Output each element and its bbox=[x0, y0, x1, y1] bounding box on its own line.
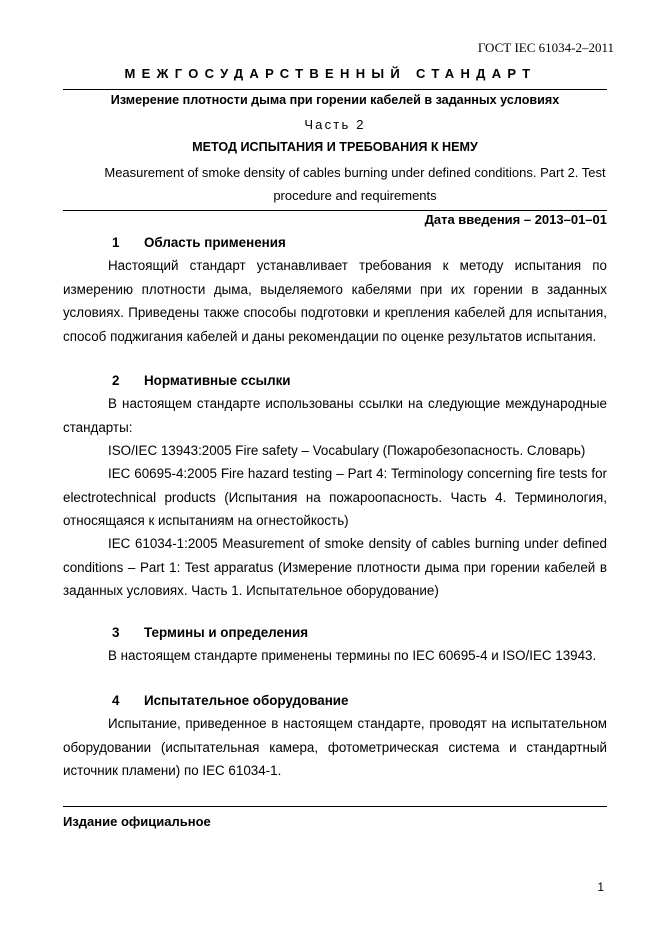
title-en-line-2: procedure and requirements bbox=[273, 188, 437, 203]
part-label: Часть 2 bbox=[304, 117, 366, 132]
section-3-number: 3 bbox=[112, 625, 120, 640]
title-en bbox=[80, 161, 630, 207]
reference-iec-61034-1 bbox=[63, 532, 607, 603]
text-line: IEC 60695-4:2005 Fire hazard testing – Part 4: Terminology concerning fire tests for bbox=[108, 466, 607, 481]
title-rule bbox=[63, 210, 607, 211]
text-line: источник пламени) по IEC 61034-1. bbox=[63, 763, 282, 779]
top-rule bbox=[63, 89, 607, 90]
text-line: относящаяся к испытаниям на огнестойкость) bbox=[63, 513, 349, 529]
text-line: IEC 61034-1:2005 Measurement of smoke density of cables burning under defined bbox=[108, 536, 607, 551]
text-line: условиях. Приведены также способы подготовки и крепления кабелей для испытания, bbox=[63, 305, 607, 321]
text-line: В настоящем стандарте использованы ссылки на следующие международные bbox=[108, 396, 607, 411]
section-1-number: 1 bbox=[112, 235, 120, 250]
reference-iec-60695-4 bbox=[63, 462, 607, 533]
section-1-title: Область применения bbox=[144, 235, 286, 250]
footer-rule bbox=[63, 806, 607, 807]
section-3-title: Термины и определения bbox=[144, 625, 309, 640]
section-4-title: Испытательное оборудование bbox=[144, 693, 349, 708]
text-line: оборудовании (испытательная камера, фотометрическая система и стандартный bbox=[63, 739, 607, 755]
text-line: electrotechnical products (Испытания на пожароопасность. Часть 4. Терминология, bbox=[63, 489, 607, 505]
interstate-standard-heading: МЕЖГОСУДАРСТВЕННЫЙ СТАНДАРТ bbox=[124, 66, 537, 81]
introduction-date: Дата введения – 2013–01–01 bbox=[424, 212, 607, 227]
text-line: стандарты: bbox=[63, 419, 133, 435]
section-4-number: 4 bbox=[112, 693, 120, 708]
section-2-title: Нормативные ссылки bbox=[144, 373, 291, 388]
section-3-text: В настоящем стандарте применены термины по IEC 60695-4 и ISO/IEC 13943. bbox=[108, 648, 597, 663]
section-2-intro bbox=[63, 392, 607, 439]
reference-iso-13943: ISO/IEC 13943:2005 Fire safety – Vocabulary (Пожаробезопасность. Словарь) bbox=[108, 443, 586, 458]
section-2-number: 2 bbox=[112, 373, 120, 388]
part-title: МЕТОД ИСПЫТАНИЯ И ТРЕБОВАНИЯ К НЕМУ bbox=[192, 140, 478, 154]
section-4-text bbox=[63, 712, 607, 783]
text-line: способ поджигания кабелей и даны рекомендации по оценке результатов испытания. bbox=[63, 328, 597, 344]
text-line: измерению плотности дыма, выделяемого кабелями при их горении в заданных bbox=[63, 281, 607, 297]
standard-code: ГОСТ IEC 61034-2–2011 bbox=[477, 40, 614, 55]
title-en-line-1: Measurement of smoke density of cables burning under defined conditions. Part 2. Test bbox=[104, 165, 606, 180]
edition-label: Издание официальное bbox=[63, 814, 211, 829]
text-line: Настоящий стандарт устанавливает требования к методу испытания по bbox=[108, 258, 607, 273]
section-1-text bbox=[63, 254, 607, 348]
text-line: заданных условиях. Часть 1. Испытательное оборудование) bbox=[63, 583, 439, 599]
text-line: Испытание, приведенное в настоящем стандарте, проводят на испытательном bbox=[108, 716, 607, 731]
page-number: 1 bbox=[597, 880, 604, 894]
text-line: conditions – Part 1: Test apparatus (Измерение плотности дыма при горении кабелей в bbox=[63, 559, 607, 575]
title-ru: Измерение плотности дыма при горении кабелей в заданных условиях bbox=[110, 93, 560, 107]
